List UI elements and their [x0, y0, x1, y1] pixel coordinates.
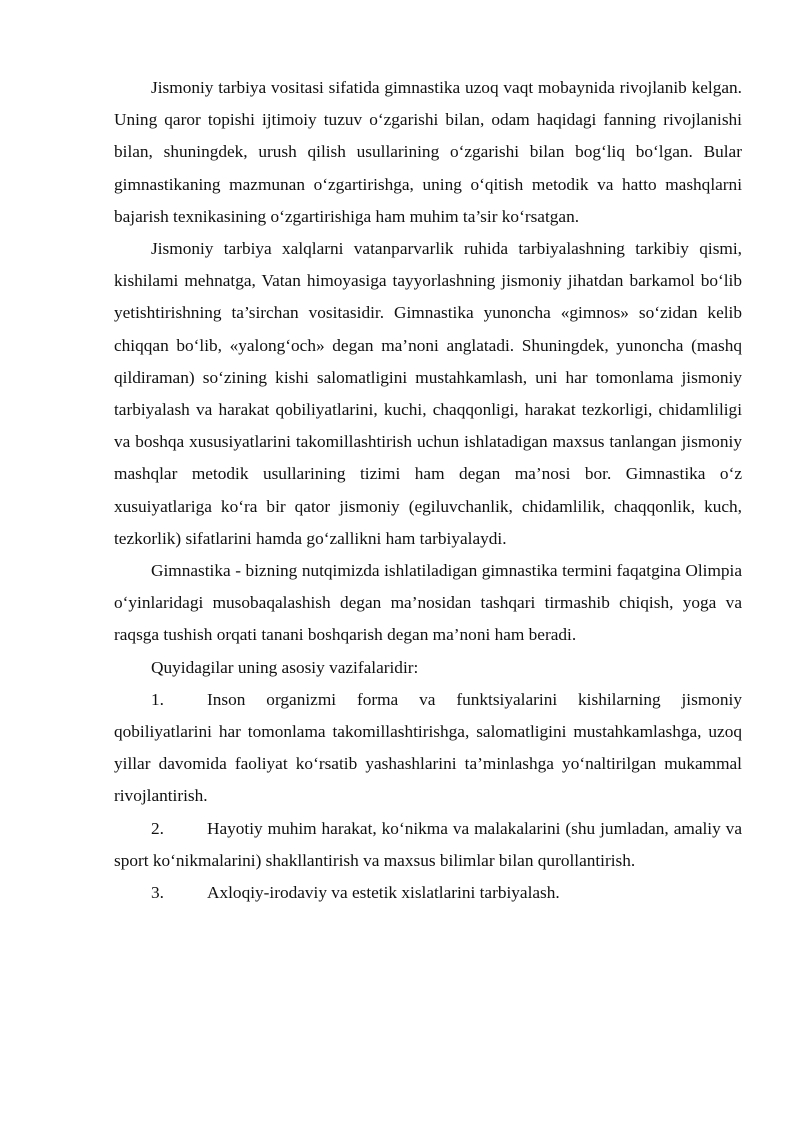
- list-item: [114, 684, 742, 813]
- list-intro: Quyidagilar uning asosiy vazifalaridir:: [151, 657, 419, 677]
- list-item: [114, 877, 742, 909]
- paragraph-3: Gimnastika - bizning nutqimizda ishlatiladigan gimnastika termini faqatgina Olimpia o‘yinlaridagi musobaqalashish degan ma’nosidan tashqari tirmashib chiqish, yoga va raqsga tushish orqati tanani boshqarish degan ma’noni ham beradi.: [114, 561, 742, 645]
- list-item-number: 1.: [151, 689, 164, 709]
- list-item-text: Hayotiy muhim harakat, ko‘nikma va malakalarini (shu jumladan, amaliy va sport ko‘nikmalarini) shakllantirish va maxsus bilimlar bilan qurollantirish.: [114, 818, 742, 870]
- list-item-number: 2.: [151, 818, 164, 838]
- paragraph-1: Jismoniy tarbiya vositasi sifatida gimnastika uzoq vaqt mobaynida rivojlanib kelgan. Uning qaror topishi ijtimoiy tuzuv o‘zgarishi bilan, odam haqidagi fanning rivojlanishi bilan, shuningdek, urush qilish usullarining o‘zgarishi bilan bog‘liq bo‘lgan. Bular gimnastikaning mazmunan o‘zgartirishga, uning o‘qitish metodik va hatto mashqlarni bajarish texnikasining o‘zgartirishiga ham muhim ta’sir ko‘rsatgan.: [114, 78, 742, 226]
- list-item: [114, 813, 742, 877]
- list-item-text: Axloqiy-irodaviy va estetik xislatlarini tarbiyalash.: [207, 883, 560, 903]
- document-page: [114, 72, 742, 909]
- list-item-text: Inson organizmi forma va funktsiyalarini kishilarning jismoniy qobiliyatlarini har tomonlama takomillashtirishga, salomatligini mustahkamlashga, uzoq yillar davomida faoliyat ko‘rsatib yashashlarini ta’minlashga yo‘naltirilgan mukammal rivojlantirish.: [114, 689, 742, 806]
- list-item-number: 3.: [151, 883, 164, 903]
- paragraph-2: Jismoniy tarbiya xalqlarni vatanparvarlik ruhida tarbiyalashning tarkibiy qismi, kishilami mehnatga, Vatan himoyasiga tayyorlashning jismoniy jihatdan barkamol bo‘lib yetishtirishning ta’sirchan vositasidir. Gimnastika yunoncha «gimnos» so‘zidan kelib chiqqan bo‘lib, «yalong‘och» degan ma’noni anglatadi. Shuningdek, yunoncha (mashq qildiraman) so‘zining kishi salomatligini mustahkamlash, uni har tomonlama jismoniy tarbiyalash va harakat qobiliyatlarini, kuchi, chaqqonligi, harakat tezkorligi, chidamliligi va boshqa xususiyatlarini takomillashtirish uchun ishlatadigan maxsus tanlangan jismoniy mashqlar metodik usullarining tizimi ham degan ma’nosi bor. Gimnastika o‘z xusuiyatlariga ko‘ra bir qator jismoniy (egiluvchanlik, chidamlilik, chaqqonlik, kuch, tezkorlik) sifatlarini hamda go‘zallikni ham tarbiyalaydi.: [114, 239, 742, 548]
